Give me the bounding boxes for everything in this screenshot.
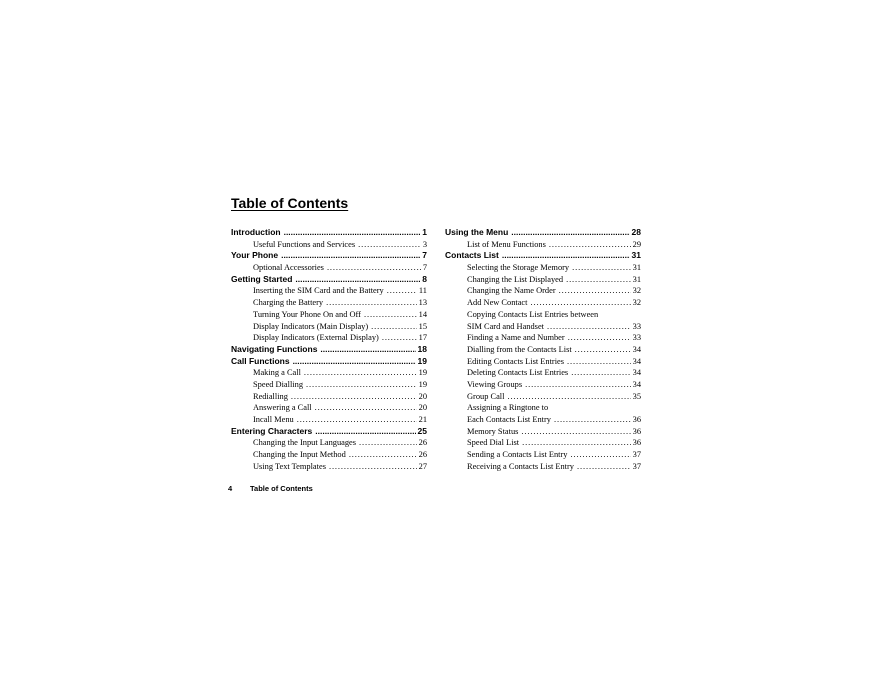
toc-dot-leader [522, 437, 631, 449]
toc-dot-leader [329, 461, 417, 473]
toc-page-number: 28 [631, 227, 641, 237]
toc-dot-leader [530, 297, 630, 309]
toc-page-number: 26 [418, 438, 427, 448]
toc-dot-leader [575, 344, 631, 356]
toc-dot-leader [387, 285, 417, 297]
toc-page-number: 27 [418, 461, 427, 471]
toc-entry-title: List of Menu Functions [467, 239, 546, 249]
toc-dot-leader [364, 309, 417, 321]
toc-section-entry[interactable] [231, 274, 427, 286]
toc-entry-title: Each Contacts List Entry [467, 415, 551, 424]
toc-subsection-entry[interactable] [445, 449, 641, 461]
toc-page-number: 20 [418, 391, 427, 401]
toc-page-number: 14 [418, 309, 427, 319]
toc-dot-leader [572, 262, 631, 274]
toc-page-number: 29 [632, 239, 641, 249]
toc-entry-title: Changing the Name Order [467, 286, 556, 296]
toc-subsection-entry[interactable] [445, 321, 641, 333]
toc-entry-title: Speed Dial List [467, 438, 520, 448]
toc-entry-title: Navigating Functions [231, 343, 318, 354]
toc-page-number: 32 [632, 298, 641, 308]
toc-subsection-entry[interactable] [231, 461, 427, 473]
toc-dot-leader [554, 414, 631, 426]
toc-entry-title: Answering a Call [253, 403, 312, 413]
toc-section-entry[interactable] [231, 227, 427, 239]
toc-entry-title: Deleting Contacts List Entries [467, 368, 569, 378]
toc-entry-title: Group Call [467, 391, 505, 401]
toc-page-number: 13 [418, 298, 427, 308]
toc-page-number: 31 [632, 263, 641, 273]
toc-dot-leader [315, 402, 417, 414]
toc-page-number: 11 [418, 286, 427, 296]
toc-page-number: 32 [632, 286, 641, 296]
toc-dot-leader [559, 285, 631, 297]
toc-dot-leader [320, 344, 415, 356]
footer-page-number: 4 [228, 484, 233, 493]
toc-section-entry[interactable] [231, 426, 427, 438]
toc-subsection-entry[interactable] [231, 297, 427, 309]
toc-entry-title: Receiving a Contacts List Entry [467, 461, 574, 471]
toc-dot-leader [349, 449, 417, 461]
toc-dot-leader [577, 461, 631, 473]
toc-subsection-entry[interactable] [231, 367, 427, 379]
toc-subsection-entry[interactable] [445, 262, 641, 274]
toc-subsection-entry[interactable] [445, 356, 641, 368]
toc-subsection-entry[interactable] [445, 414, 641, 426]
toc-dot-leader [281, 250, 420, 262]
toc-entry-title: Sending a Contacts List Entry [467, 450, 568, 460]
toc-subsection-entry[interactable] [231, 239, 427, 251]
toc-entry-title: Viewing Groups [467, 379, 523, 389]
toc-page-number: 7 [422, 250, 427, 261]
toc-dot-leader [382, 332, 417, 344]
toc-entry-title: Copying Contacts List Entries between [467, 309, 599, 319]
toc-entry-title: SIM Card and Handset [467, 321, 544, 331]
toc-page-number: 8 [422, 273, 427, 284]
toc-entry-title: Contacts List [445, 250, 499, 261]
toc-entry-title: Speed Dialling [253, 379, 304, 389]
toc-entry-title: Using the Menu [445, 227, 509, 237]
toc-subsection-entry[interactable] [231, 332, 427, 344]
toc-page-number: 37 [632, 461, 641, 471]
toc-dot-leader [304, 367, 417, 379]
toc-entry-title: Display Indicators (Main Display) [253, 321, 369, 331]
toc-page-number: 7 [422, 263, 427, 273]
toc-dot-leader [566, 274, 631, 286]
toc-section-entry[interactable] [445, 250, 641, 262]
toc-section-entry[interactable] [445, 227, 641, 239]
toc-page-number: 34 [632, 344, 641, 354]
toc-subsection-entry[interactable] [231, 414, 427, 426]
toc-dot-leader [284, 227, 421, 239]
toc-subsection-entry[interactable] [231, 379, 427, 391]
toc-page-number: 34 [632, 368, 641, 378]
toc-page-number: 1 [422, 227, 427, 237]
toc-dot-leader [502, 250, 630, 262]
toc-dot-leader [511, 227, 629, 239]
toc-subsection-entry[interactable] [445, 461, 641, 473]
toc-entry-title: Dialling from the Contacts List [467, 344, 572, 354]
toc-subsection-entry[interactable] [445, 285, 641, 297]
toc-page-number: 31 [631, 250, 641, 261]
toc-section-entry[interactable] [231, 344, 427, 356]
toc-dot-leader [521, 426, 630, 438]
toc-dot-leader [293, 356, 416, 368]
toc-subsection-entry[interactable] [231, 321, 427, 333]
toc-page-number: 15 [418, 321, 427, 331]
toc-dot-leader [571, 449, 631, 461]
toc-subsection-entry[interactable] [231, 285, 427, 297]
toc-entry-title: Introduction [231, 227, 281, 237]
toc-subsection-entry[interactable] [231, 449, 427, 461]
toc-entry-title: Your Phone [231, 250, 279, 261]
toc-subsection-entry[interactable] [445, 274, 641, 286]
toc-dot-leader [547, 321, 631, 333]
toc-page-number: 34 [632, 356, 641, 366]
toc-page-number: 25 [417, 425, 427, 436]
toc-page-number: 33 [632, 333, 641, 343]
toc-entry-title: Changing the Input Method [253, 450, 346, 460]
toc-page-number: 35 [632, 391, 641, 401]
toc-subsection-entry[interactable] [445, 309, 641, 321]
toc-entry-title: Changing the List Displayed [467, 274, 564, 284]
toc-entry-title: Selecting the Storage Memory [467, 263, 570, 273]
toc-page-number: 17 [418, 333, 427, 343]
toc-dot-leader [567, 356, 631, 368]
toc-dot-leader [297, 414, 417, 426]
toc-right-column [445, 227, 641, 472]
toc-entry-title: Redialling [253, 391, 288, 401]
toc-page-number: 19 [418, 379, 427, 389]
toc-page-number: 36 [632, 438, 641, 448]
toc-entry-title: Incall Menu [253, 415, 294, 424]
toc-dot-leader [291, 391, 417, 403]
toc-dot-leader [315, 426, 415, 438]
toc-entry-title: Making a Call [253, 368, 301, 378]
toc-entry-title: Using Text Templates [253, 461, 326, 471]
toc-entry-title: Finding a Name and Number [467, 333, 565, 343]
toc-subsection-entry[interactable] [445, 437, 641, 449]
toc-subsection-entry[interactable] [231, 309, 427, 321]
page-footer [228, 484, 313, 493]
toc-page-number: 3 [422, 239, 427, 249]
toc-dot-leader [358, 239, 421, 251]
toc-dot-leader [295, 274, 420, 286]
toc-entry-title: Call Functions [231, 355, 290, 366]
toc-entry-title: Turning Your Phone On and Off [253, 309, 361, 319]
toc-dot-leader [359, 437, 417, 449]
toc-page-number: 19 [418, 368, 427, 378]
toc-entry-title: Add New Contact [467, 298, 528, 308]
toc-page-number: 36 [632, 415, 641, 424]
toc-entry-title: Editing Contacts List Entries [467, 356, 564, 366]
toc-page-number: 26 [418, 450, 427, 460]
toc-subsection-entry[interactable] [231, 437, 427, 449]
toc-section-entry[interactable] [231, 356, 427, 368]
toc-entry-title: Inserting the SIM Card and the Battery [253, 286, 384, 296]
toc-entry-title: Optional Accessories [253, 263, 324, 273]
toc-page-number: 37 [632, 450, 641, 460]
toc-subsection-entry[interactable] [231, 402, 427, 414]
toc-page-number: 31 [632, 274, 641, 284]
toc-dot-leader [371, 321, 416, 333]
toc-dot-leader [568, 332, 631, 344]
toc-dot-leader [306, 379, 417, 391]
toc-page-number: 19 [417, 355, 427, 366]
toc-subsection-entry[interactable] [445, 332, 641, 344]
toc-page-number: 33 [632, 321, 641, 331]
toc-dot-leader [326, 297, 417, 309]
toc-entry-title: Changing the Input Languages [253, 438, 357, 448]
toc-entry-title: Entering Characters [231, 425, 313, 436]
toc-subsection-entry[interactable] [231, 262, 427, 274]
toc-subsection-entry[interactable] [445, 379, 641, 391]
toc-dot-leader [571, 367, 630, 379]
toc-page-number: 36 [632, 426, 641, 436]
footer-label: Table of Contents [250, 484, 313, 493]
toc-left-column [231, 227, 427, 472]
toc-subsection-entry[interactable] [445, 391, 641, 403]
page-title: Table of Contents [231, 195, 349, 211]
toc-subsection-entry[interactable] [445, 402, 641, 414]
toc-dot-leader [525, 379, 631, 391]
toc-subsection-entry[interactable] [445, 344, 641, 356]
toc-page-number: 21 [418, 415, 427, 424]
toc-entry-title: Charging the Battery [253, 298, 324, 308]
toc-section-entry[interactable] [231, 250, 427, 262]
toc-subsection-entry[interactable] [445, 426, 641, 438]
toc-page-number: 34 [632, 379, 641, 389]
toc-page-number: 20 [418, 403, 427, 413]
toc-entry-title: Useful Functions and Services [253, 239, 356, 249]
toc-dot-leader [549, 239, 631, 251]
toc-subsection-entry[interactable] [231, 391, 427, 403]
toc-subsection-entry[interactable] [445, 367, 641, 379]
toc-dot-leader [327, 262, 421, 274]
toc-entry-title: Memory Status [467, 426, 519, 436]
toc-entry-title: Display Indicators (External Display) [253, 333, 379, 343]
toc-subsection-entry[interactable] [445, 239, 641, 251]
toc-subsection-entry[interactable] [445, 297, 641, 309]
toc-entry-title: Getting Started [231, 273, 293, 284]
toc-entry-title: Assigning a Ringtone to [467, 403, 549, 413]
toc-dot-leader [507, 391, 630, 403]
toc-page-number: 18 [417, 343, 427, 354]
